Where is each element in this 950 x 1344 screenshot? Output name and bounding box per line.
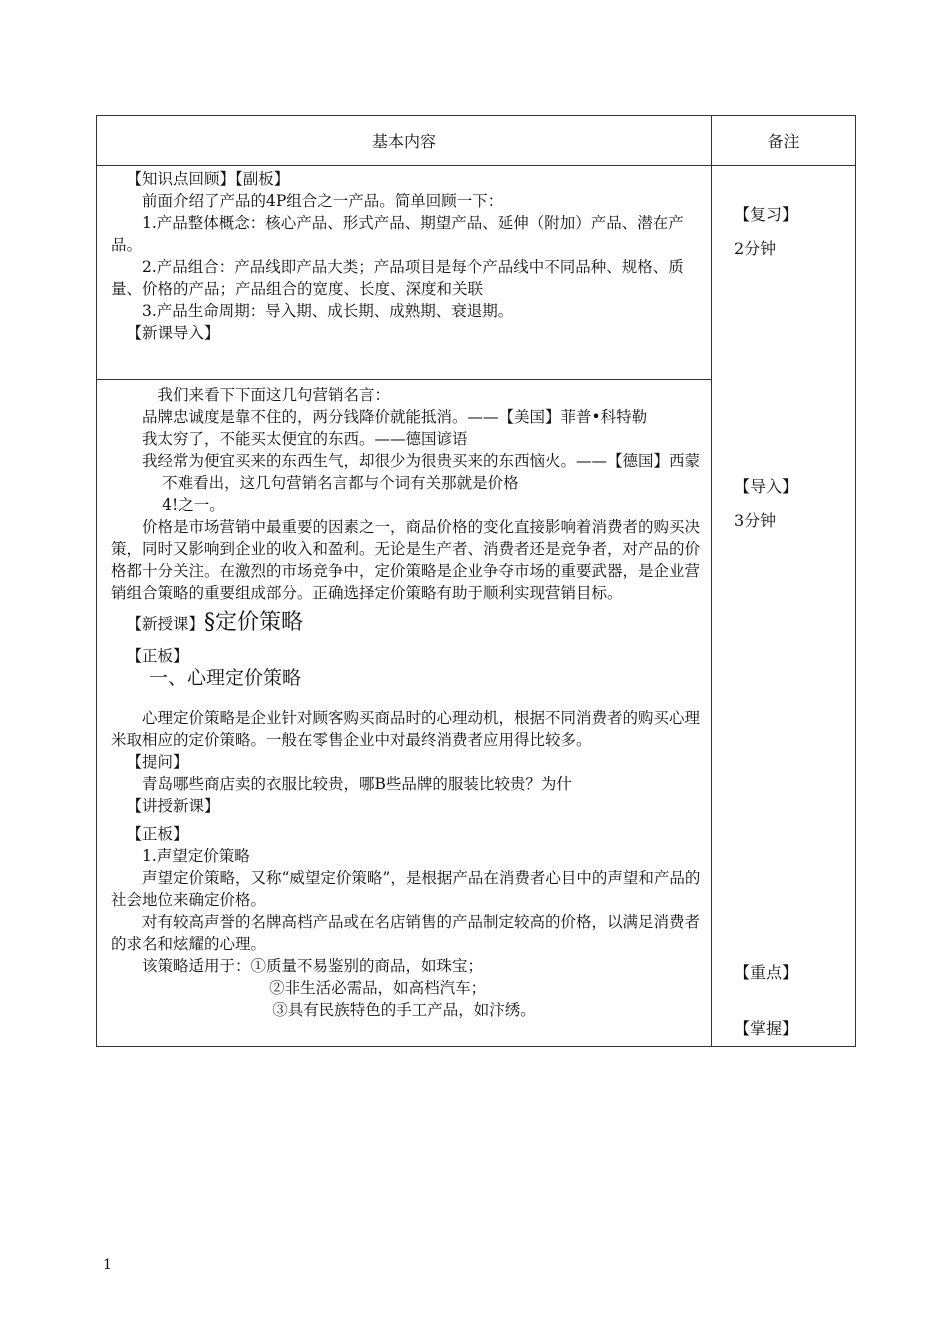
price-importance-paragraph: 价格是市场营销中最重要的因素之一，商品价格的变化直接影响着消费者的购买决策，同时又影响到企业的收入和盈利。无论是生产者、消费者还是竞争者，对产品的价格都十分关注。在激烈的市场竞争中，定价策略是企业争夺市场的重要武器，是企业营销组合策略的重要组成部分。正确选择定价策略有助于顺利实现营销目标。 — [111, 518, 701, 603]
note-intro-tag: 【导入】 — [734, 477, 799, 496]
new-lesson-title: §定价策略 — [204, 610, 304, 636]
quote-2: 我太穷了，不能买太便宜的东西。——德国谚语 — [142, 430, 468, 449]
header-main-content: 基本内容 — [97, 116, 712, 166]
main-board-tag: 【正板】 — [126, 647, 189, 666]
subsection-heading-prestige: 1.声望定价策略 — [142, 847, 250, 866]
review-item-2: 2.产品组合：产品线即产品大类；产品项目是每个产品线中不同品种、规格、质量、价格的产品；产品组合的宽度、长度、深度和关联 — [111, 258, 684, 298]
lecture-tag: 【讲授新课】 — [126, 797, 220, 816]
question-tag: 【提问】 — [126, 753, 189, 772]
review-item-3: 3.产品生命周期：导入期、成长期、成熟期、衰退期。 — [142, 302, 514, 320]
new-lesson-tag: 【新授课】 — [126, 615, 205, 634]
quote-summary: 不难看出，这几句营销名言都与个词有关那就是价格 — [162, 474, 519, 493]
lesson-section — [97, 380, 712, 1047]
new-lesson-intro-tag: 【新课导入】 — [126, 324, 220, 342]
applicable-list-1: 该策略适用于：①质量不易鉴别的商品，如珠宝； — [142, 957, 484, 976]
prestige-definition: 声望定价策略，又称“威望定价策略”，是根据产品在消费者心目中的声望和产品的社会地位来确定价格。 — [111, 869, 701, 910]
review-row — [97, 166, 856, 380]
quote-1: 品牌忠诚度是靠不住的，两分钱降价就能抵消。——【美国】菲普•科特勒 — [142, 408, 648, 427]
note-key-tag: 【重点】 — [734, 963, 799, 982]
note-review-tag: 【复习】 — [734, 205, 799, 224]
quote-3: 我经常为便宜买来的东西生气，却很少为很贵买来的东西恼火。——【德国】西蒙 — [142, 452, 701, 471]
review-intro: 前面介绍了产品的4P组合之一产品。简单回顾一下： — [142, 192, 504, 210]
lesson-plan-table — [96, 115, 856, 1047]
review-section — [97, 166, 712, 380]
new-lesson-heading — [111, 612, 703, 635]
header-notes: 备注 — [712, 116, 856, 166]
main-board-tag-2: 【正板】 — [126, 825, 189, 844]
question-text: 青岛哪些商店卖的衣服比较贵，哪B些品牌的服装比较贵？为什 — [142, 775, 572, 794]
notes-column — [712, 166, 856, 1047]
review-tag: 【知识点回顾】【副板】 — [126, 170, 290, 188]
table-header-row — [97, 116, 856, 166]
psychological-pricing-paragraph: 心理定价策略是企业针对顾客购买商品时的心理动机，根据不同消费者的购买心理米取相应的定价策略。一般在零售企业中对最终消费者应用得比较多。 — [111, 709, 701, 750]
applicable-list-2: ②非生活必需品，如高档汽车； — [269, 979, 487, 998]
note-review-time: 2分钟 — [734, 239, 777, 258]
applicable-list-3: ③具有民族特色的手工产品，如汴绣。 — [272, 1001, 536, 1020]
page-number: 1 — [103, 1257, 112, 1273]
review-item-1: 1.产品整体概念：核心产品、形式产品、期望产品、延伸（附加）产品、潜在产品。 — [111, 214, 684, 254]
note-master-tag: 【掌握】 — [734, 1019, 799, 1038]
prestige-application: 对有较高声誉的名牌高档产品或在名店销售的产品制定较高的价格，以满足消费者的求名和炫耀的心理。 — [111, 913, 701, 954]
section-heading-psychological: 一、心理定价策略 — [149, 667, 302, 690]
quote-summary-tail: 4!之一。 — [162, 496, 225, 515]
note-intro-time: 3分钟 — [734, 511, 777, 530]
quote-intro: 我们来看下下面这几句营销名言： — [157, 386, 391, 405]
